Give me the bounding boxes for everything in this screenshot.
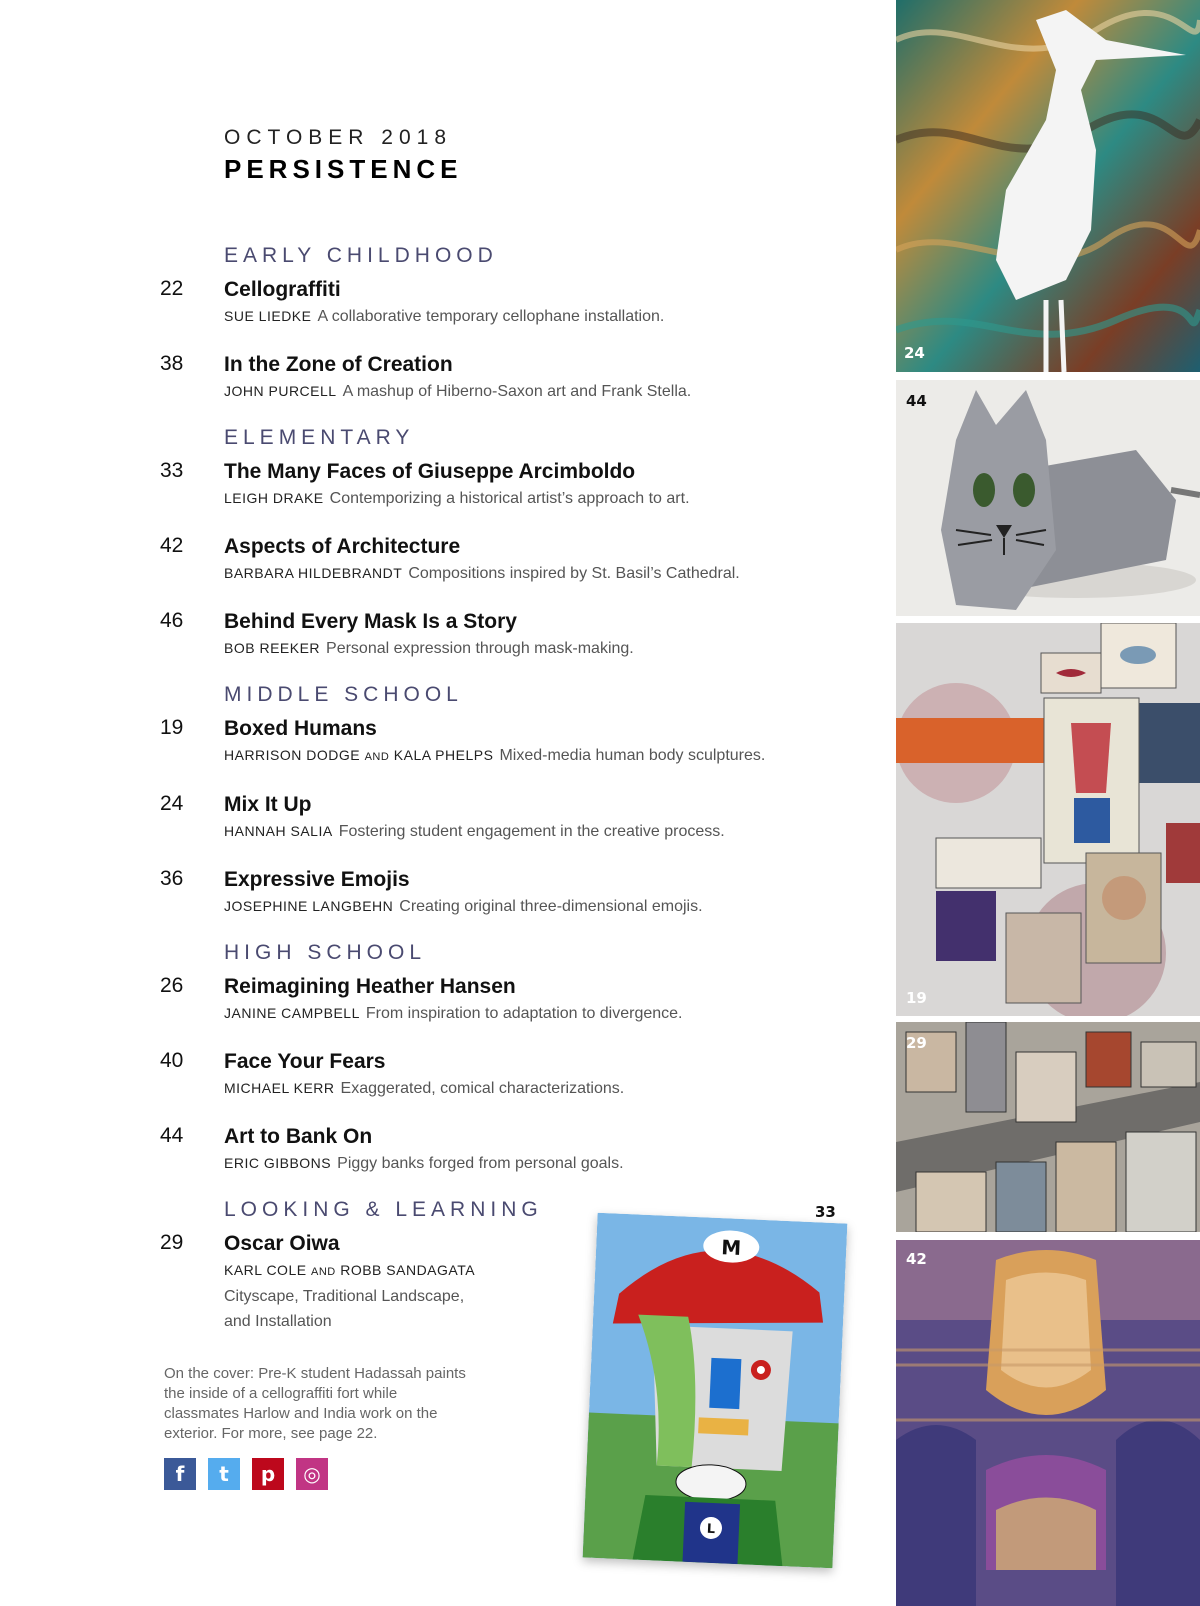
author-name: LEIGH DRAKE — [224, 490, 324, 506]
page-number: 38 — [160, 352, 184, 375]
toc-entry[interactable] — [160, 866, 860, 919]
article-meta — [224, 636, 860, 661]
entry-body — [224, 791, 860, 844]
arcimboldo-artwork — [583, 1213, 848, 1569]
issue-theme: PERSISTENCE — [224, 154, 463, 184]
page-number: 26 — [160, 974, 184, 997]
toc-entry[interactable] — [160, 276, 860, 329]
cathedral-page-label: 42 — [906, 1250, 927, 1268]
article-description: From inspiration to adaptation to divergence. — [365, 1005, 683, 1022]
article-description: Contemporizing a historical artist’s approach to art. — [329, 490, 690, 507]
cathedral-artwork — [896, 1240, 1200, 1606]
issue-date: OCTOBER 2018 — [224, 126, 453, 149]
author-name: JANINE CAMPBELL — [224, 1005, 360, 1021]
artwork-column — [896, 0, 1200, 1606]
article-title[interactable]: Reimagining Heather Hansen — [224, 975, 516, 998]
svg-text:L: L — [706, 1521, 716, 1538]
page-number: 36 — [160, 867, 184, 890]
article-meta — [224, 379, 860, 404]
author-conjunction: AND — [364, 751, 390, 763]
article-description: Fostering student engagement in the creative process. — [338, 823, 725, 840]
toc-entry[interactable] — [160, 791, 860, 844]
article-meta — [224, 1151, 860, 1176]
entry-body — [224, 351, 860, 404]
article-description: Creating original three-dimensional emojis. — [399, 898, 703, 915]
author-name: SUE LIEDKE — [224, 308, 312, 324]
article-title[interactable]: Face Your Fears — [224, 1050, 386, 1073]
page-number: 46 — [160, 609, 184, 632]
entry-body — [224, 533, 860, 586]
author-name: BARBARA HILDEBRANDT — [224, 565, 403, 581]
article-meta — [224, 894, 860, 919]
article-description: Personal expression through mask-making. — [326, 640, 634, 657]
toc-entry[interactable] — [160, 608, 860, 661]
author-name: HANNAH SALIA — [224, 823, 333, 839]
article-description: Mixed-media human body sculptures. — [499, 747, 766, 764]
article-description: Exaggerated, comical characterizations. — [340, 1080, 625, 1097]
article-meta — [224, 304, 860, 329]
article-description: Compositions inspired by St. Basil’s Cathedral. — [408, 565, 740, 582]
author-name: JOHN PURCELL — [224, 383, 337, 399]
instagram-icon[interactable]: ◎ — [296, 1458, 328, 1490]
section-heading: MIDDLE SCHOOL — [224, 683, 463, 706]
article-meta — [224, 1076, 860, 1101]
author-name: ROBB SANDAGATA — [340, 1262, 476, 1278]
cityscape-artwork — [896, 1022, 1200, 1232]
author-name: MICHAEL KERR — [224, 1080, 335, 1096]
svg-text:M: M — [720, 1235, 742, 1260]
article-description: Piggy banks forged from personal goals. — [337, 1155, 624, 1172]
article-title[interactable]: Expressive Emojis — [224, 868, 410, 891]
toc-entry[interactable] — [160, 1123, 860, 1176]
author-name: HARRISON DODGE — [224, 747, 361, 763]
city-page-label: 29 — [906, 1034, 927, 1052]
entry-body — [224, 276, 860, 329]
toc-entry[interactable] — [160, 351, 860, 404]
mario-page-label: 33 — [815, 1203, 836, 1221]
page-number: 22 — [160, 277, 184, 300]
toc-entry[interactable] — [160, 458, 860, 511]
article-meta — [224, 486, 860, 511]
section-heading: LOOKING & LEARNING — [224, 1198, 543, 1221]
article-title[interactable]: Oscar Oiwa — [224, 1232, 340, 1255]
entry-body — [224, 973, 860, 1026]
author-conjunction: AND — [311, 1266, 336, 1278]
issue-header — [224, 126, 463, 185]
entry-body — [224, 458, 860, 511]
entry-body — [224, 608, 860, 661]
facebook-icon[interactable]: f — [164, 1458, 196, 1490]
pinterest-icon[interactable]: p — [252, 1458, 284, 1490]
article-title[interactable]: Boxed Humans — [224, 717, 377, 740]
entry-body — [224, 1123, 860, 1176]
toc-entry[interactable] — [160, 715, 860, 769]
article-title[interactable]: Behind Every Mask Is a Story — [224, 610, 517, 633]
article-meta — [224, 561, 860, 586]
page-number: 42 — [160, 534, 184, 557]
cat-sculpture-photo — [896, 380, 1200, 616]
article-description: A collaborative temporary cellophane installation. — [317, 308, 665, 325]
toc-entry[interactable] — [160, 533, 860, 586]
article-meta — [224, 1001, 860, 1026]
article-title[interactable]: Mix It Up — [224, 793, 312, 816]
section-heading: ELEMENTARY — [224, 426, 415, 449]
article-title[interactable]: Aspects of Architecture — [224, 535, 461, 558]
author-name: BOB REEKER — [224, 640, 321, 656]
page-number: 44 — [160, 1124, 184, 1147]
page-number: 40 — [160, 1049, 184, 1072]
article-description-line: Cityscape, Traditional Landscape, — [224, 1288, 465, 1305]
table-of-contents — [160, 244, 860, 1356]
cover-note: On the cover: Pre-K student Hadassah paints the inside of a cellograffiti fort while classmates Harlow and India work on the exterior. For more, see page 22. — [164, 1365, 466, 1442]
heron-artwork — [896, 0, 1200, 372]
article-description-line: and Installation — [224, 1313, 332, 1330]
article-title[interactable]: In the Zone of Creation — [224, 353, 453, 376]
author-name: KALA PHELPS — [393, 747, 494, 763]
author-name: JOSEPHINE LANGBEHN — [224, 898, 394, 914]
article-description: A mashup of Hiberno-Saxon art and Frank Stella. — [342, 383, 692, 400]
author-name: KARL COLE — [224, 1262, 307, 1278]
section-heading: EARLY CHILDHOOD — [224, 244, 498, 267]
toc-entry[interactable] — [160, 1048, 860, 1101]
entry-body — [224, 715, 860, 769]
page-number: 19 — [160, 716, 184, 739]
section-heading: HIGH SCHOOL — [224, 941, 427, 964]
article-meta — [224, 819, 860, 844]
toc-entry[interactable] — [160, 973, 860, 1026]
article-meta — [224, 743, 860, 769]
social-links — [164, 1458, 328, 1490]
article-title[interactable]: The Many Faces of Giuseppe Arcimboldo — [224, 460, 636, 483]
entry-body — [224, 866, 860, 919]
boxes-page-label: 19 — [906, 989, 927, 1007]
page-number: 29 — [160, 1231, 184, 1254]
boxed-humans-photo — [896, 623, 1200, 1016]
entry-body — [224, 1048, 860, 1101]
heron-page-label: 24 — [904, 344, 925, 362]
cat-page-label: 44 — [906, 392, 927, 410]
article-title[interactable]: Art to Bank On — [224, 1125, 373, 1148]
page-number: 33 — [160, 459, 184, 482]
page-number: 24 — [160, 792, 184, 815]
twitter-icon[interactable]: t — [208, 1458, 240, 1490]
article-title[interactable]: Cellograffiti — [224, 278, 341, 301]
author-name: ERIC GIBBONS — [224, 1155, 332, 1171]
